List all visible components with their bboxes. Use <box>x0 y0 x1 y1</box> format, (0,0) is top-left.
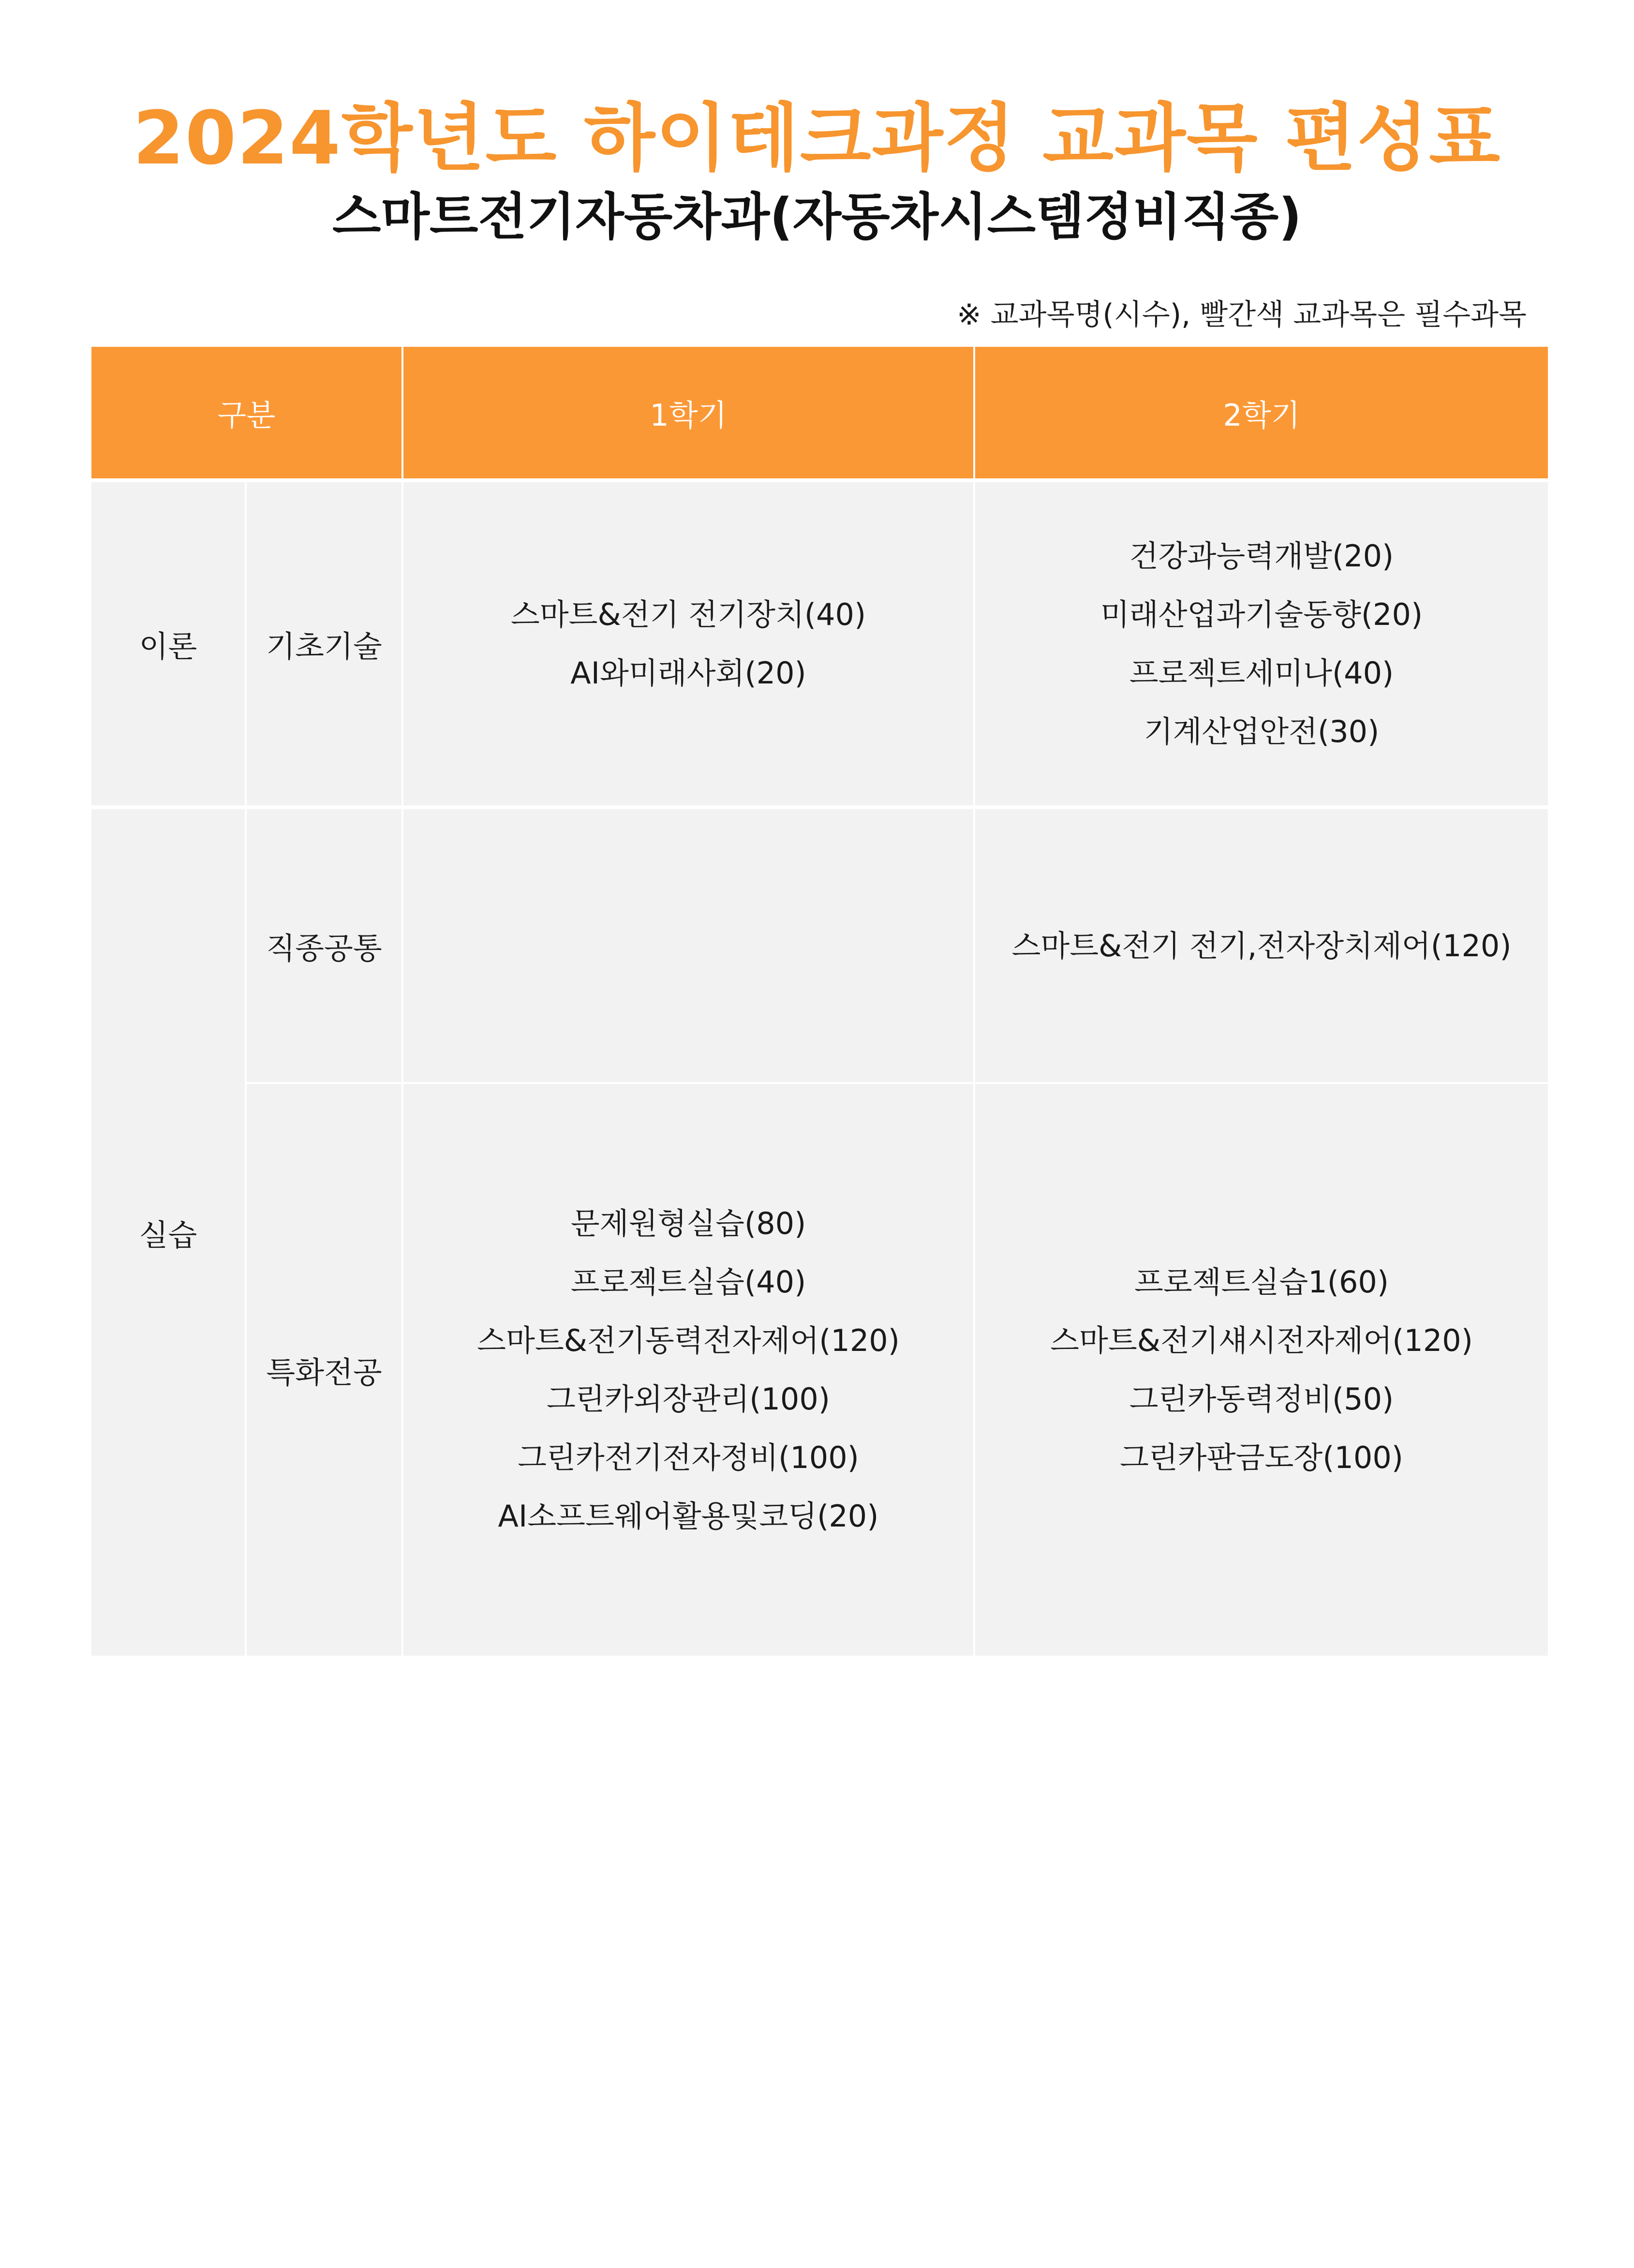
course-item: 그린카전기전자정비(100) <box>518 1440 859 1475</box>
category-label: 이론 <box>139 628 197 664</box>
course-item: 스마트&전기 전기장치(40) <box>510 597 866 632</box>
specialized-semester2 <box>975 1084 1548 1656</box>
course-item: 건강과능력개발(20) <box>1129 538 1394 574</box>
category-theory <box>91 478 247 805</box>
subcategory-common <box>247 805 403 1084</box>
course-item: 기계산업안전(30) <box>1144 714 1380 749</box>
course-item: 스마트&전기동력전자제어(120) <box>477 1323 900 1358</box>
course-item: AI와미래사회(20) <box>570 655 806 691</box>
basic-tech-semester1 <box>403 478 975 805</box>
course-item: 프로젝트세미나(40) <box>1129 655 1394 691</box>
page-subtitle: 스마트전기자동차과(자동차시스템정비직종) <box>332 187 1302 246</box>
common-semester1 <box>403 805 975 1084</box>
category-label: 실습 <box>139 1217 197 1253</box>
course-item: 그린카동력정비(50) <box>1129 1381 1394 1417</box>
course-item: 미래산업과기술동향(20) <box>1100 597 1423 632</box>
page-title: 2024학년도 하이테크과정 교과목 편성표 <box>133 95 1501 181</box>
header-category: 구분 <box>91 347 403 478</box>
course-item: 그린카외장관리(100) <box>547 1381 830 1417</box>
course-item: 스마트&전기섀시전자제어(120) <box>1050 1323 1473 1358</box>
course-item: 스마트&전기 전기,전자장치제어(120) <box>1011 928 1512 964</box>
course-item: 문제원형실습(80) <box>570 1206 806 1241</box>
subcategory-specialized <box>247 1084 403 1656</box>
course-item: AI소프트웨어활용및코딩(20) <box>498 1498 879 1534</box>
basic-tech-semester2 <box>975 478 1548 805</box>
subcategory-label: 직종공통 <box>266 930 382 966</box>
header-semester2: 2학기 <box>975 347 1548 478</box>
common-semester2 <box>975 805 1548 1084</box>
curriculum-table <box>91 347 1548 1656</box>
course-item: 프로젝트실습1(60) <box>1134 1264 1389 1300</box>
category-practice <box>91 805 247 1656</box>
course-item: 프로젝트실습(40) <box>570 1264 806 1300</box>
subcategory-label: 기초기술 <box>266 628 382 664</box>
header-semester1: 1학기 <box>403 347 975 478</box>
subcategory-basic-tech <box>247 478 403 805</box>
legend-note: ※ 교과목명(시수), 빨간색 교과목은 필수과목 <box>957 298 1527 332</box>
course-item: 그린카판금도장(100) <box>1120 1440 1403 1475</box>
subcategory-label: 특화전공 <box>266 1354 382 1390</box>
specialized-semester1 <box>403 1084 975 1656</box>
